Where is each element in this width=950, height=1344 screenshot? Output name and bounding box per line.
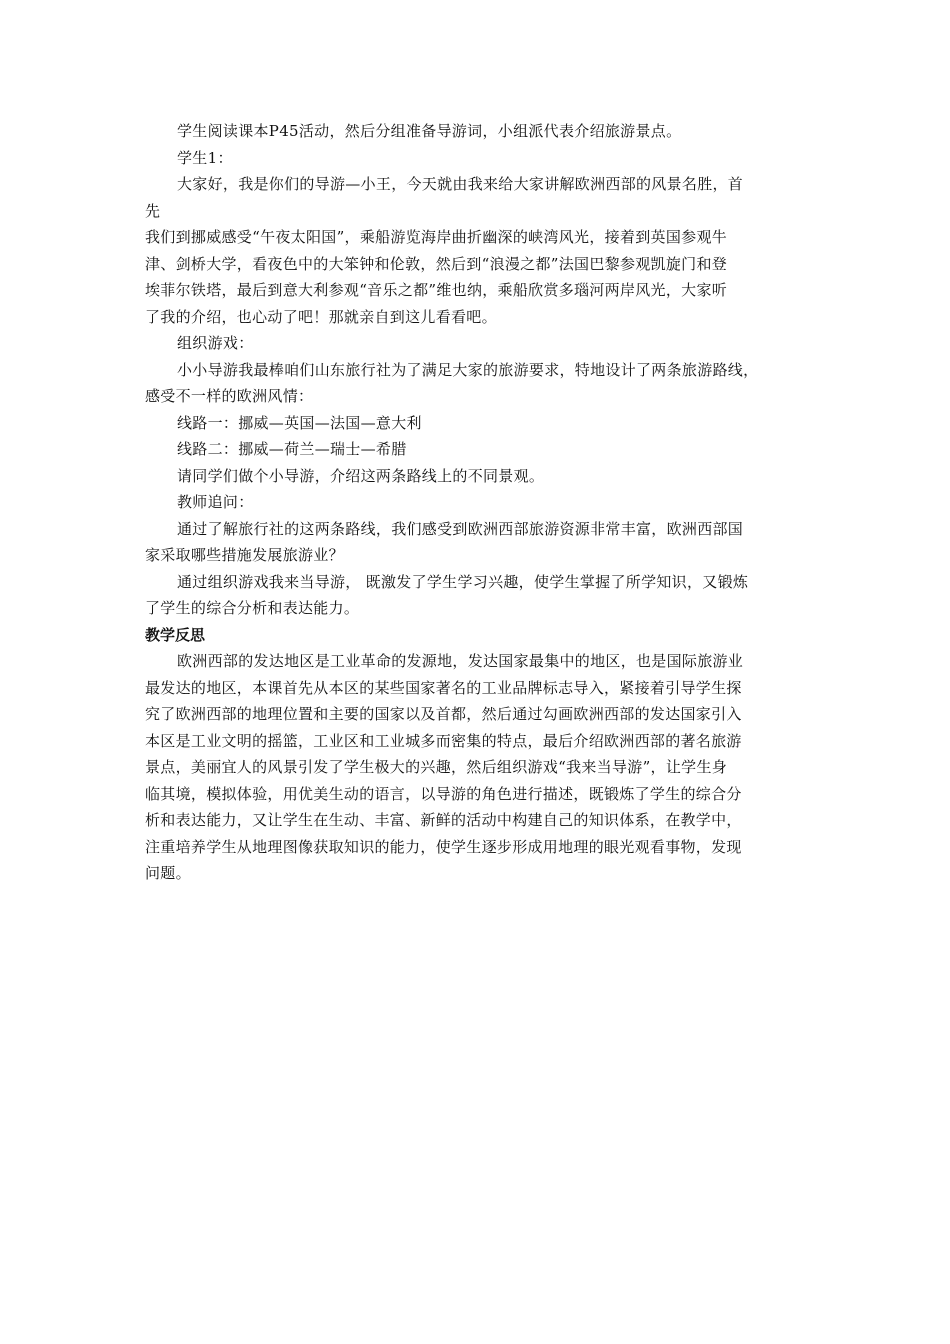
guide-speech-line: 先 — [145, 201, 161, 220]
task-instruction: 请同学们做个小导游，介绍这两条路线上的不同景观。 — [177, 466, 545, 485]
reflection-line: 本区是工业文明的摇篮，工业区和工业城多而密集的特点，最后介绍欧洲西部的著名旅游 — [145, 731, 742, 750]
summary-line: 通过组织游戏我来当导游， 既激发了学生学习兴趣，使学生掌握了所学知识，又锻炼 — [177, 572, 749, 591]
reflection-line: 问题。 — [145, 864, 191, 882]
route-two: 线路二：挪威—荷兰—瑞士—希腊 — [177, 440, 407, 458]
guide-speech-line: 我们到挪威感受“午夜太阳国”，乘船游览海岸曲折幽深的峡湾风光，接着到英国参观牛 — [145, 228, 728, 246]
guide-speech-line: 津、剑桥大学，看夜色中的大笨钟和伦敦，然后到“浪漫之都”法国巴黎参观凯旋门和登 — [145, 254, 728, 273]
reflection-line: 最发达的地区，本课首先从本区的某些国家著名的工业品牌标志导入，紧接着引导学生探 — [145, 678, 742, 697]
game-intro-line: 感受不一样的欧洲风情： — [145, 387, 314, 405]
route-one: 线路一：挪威—英国—法国—意大利 — [177, 413, 422, 432]
reflection-line: 景点，美丽宜人的风景引发了学生极大的兴趣，然后组织游戏“我来当导游”，让学生身 — [145, 758, 728, 776]
paragraph-activity: 学生阅读课本P45活动，然后分组准备导游词，小组派代表介绍旅游景点。 — [177, 122, 682, 140]
reflection-line: 究了欧洲西部的地理位置和主要的国家以及首都，然后通过勾画欧洲西部的发达国家引入 — [145, 705, 742, 723]
game-intro-line: 小小导游我最棒咱们山东旅行社为了满足大家的旅游要求，特地设计了两条旅游路线， — [177, 360, 759, 379]
reflection-line: 欧洲西部的发达地区是工业革命的发源地，发达国家最集中的地区，也是国际旅游业 — [177, 652, 744, 670]
label-teacher-question: 教师追问： — [177, 493, 254, 511]
reflection-line: 注重培养学生从地理图像获取知识的能力，使学生逐步形成用地理的眼光观看事物，发现 — [145, 837, 742, 856]
reflection-heading: 教学反思 — [145, 625, 206, 644]
guide-speech-line: 埃菲尔铁塔，最后到意大利参观“音乐之都”维也纳，乘船欣赏多瑙河两岸风光，大家听 — [145, 281, 728, 299]
document-body — [145, 118, 810, 887]
label-student-1: 学生1： — [177, 148, 233, 167]
guide-speech-line: 了我的介绍，也心动了吧！那就亲自到这儿看看吧。 — [145, 307, 497, 326]
reflection-line: 析和表达能力，又让学生在生动、丰富、新鲜的活动中构建自己的知识体系，在教学中， — [145, 811, 742, 829]
summary-line: 了学生的综合分析和表达能力。 — [145, 599, 360, 617]
guide-speech-line: 大家好，我是你们的导游—小王，今天就由我来给大家讲解欧洲西部的风景名胜，首 — [177, 175, 744, 193]
reflection-line: 临其境，模拟体验，用优美生动的语言，以导游的角色进行描述，既锻炼了学生的综合分 — [145, 784, 742, 803]
label-organize-game: 组织游戏： — [177, 334, 254, 352]
teacher-question-line: 通过了解旅行社的这两条路线，我们感受到欧洲西部旅游资源非常丰富，欧洲西部国 — [177, 519, 744, 538]
teacher-question-line: 家采取哪些措施发展旅游业？ — [145, 546, 344, 564]
